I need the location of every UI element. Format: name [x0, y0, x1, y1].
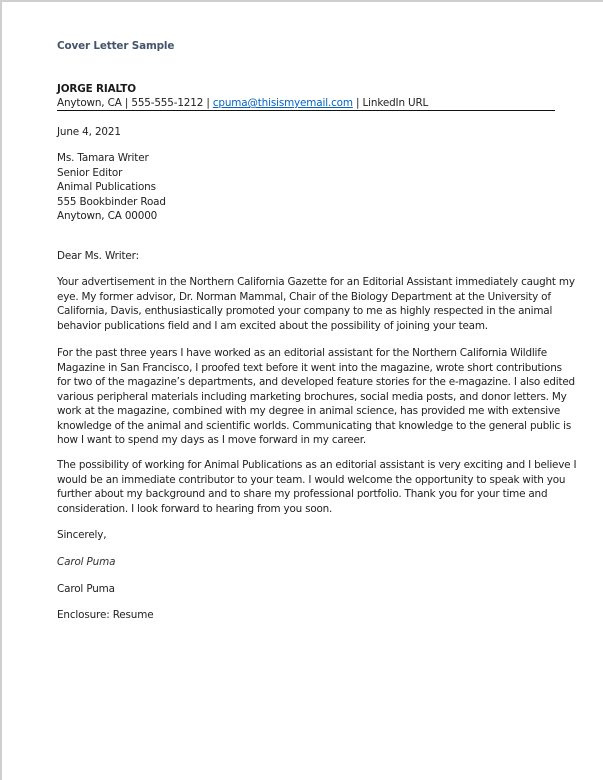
paragraph-line: work at the magazine, combined with my degree in animal science, has provided me with extensive	[57, 405, 561, 417]
sender-email-link[interactable]: cpuma@thisismyemail.com	[212, 97, 353, 109]
printed-name: Carol Puma	[57, 583, 115, 595]
separator: |	[352, 97, 363, 109]
paragraph-line: knowledge of the animal and scientific worlds. Communicating that knowledge to the general public is	[57, 419, 572, 432]
recipient-address	[57, 151, 166, 224]
recipient-name: Ms. Tamara Writer	[57, 152, 149, 164]
body-paragraph-3	[57, 458, 577, 516]
paragraph-line: Your advertisement in the Northern California Gazette for an Editorial Assistant immediately caught my	[57, 276, 575, 288]
paragraph-line: eye. My former advisor, Dr. Norman Mammal, Chair of the Biology Department at the University of	[57, 290, 551, 303]
separator: |	[203, 97, 213, 109]
sender-name: JORGE RIALTO	[57, 83, 136, 95]
paragraph-line: consideration. I look forward to hearing from you soon.	[57, 502, 333, 515]
paragraph-line: for two of the magazine’s departments, and developed feature stories for the e-magazine. I also edited	[57, 376, 575, 388]
sender-contact-line	[57, 96, 428, 111]
paragraph-line: California, Davis, enthusiastically promoted your company to me as highly respected in the animal	[57, 305, 553, 317]
enclosure-note: Enclosure: Resume	[57, 609, 154, 621]
paragraph-line: further about my background and to share my professional portfolio. Thank you for your time and	[57, 488, 548, 500]
recipient-street: 555 Bookbinder Road	[57, 195, 166, 208]
recipient-title: Senior Editor	[57, 166, 123, 179]
separator: |	[121, 97, 132, 109]
closing: Sincerely,	[57, 529, 107, 541]
paragraph-line: how I want to spend my days as I move forward in my career.	[57, 434, 366, 446]
paragraph-line: behavior publications field and I am excited about the possibility of joining your team.	[57, 319, 488, 332]
document-title: Cover Letter Sample	[57, 40, 175, 52]
paragraph-line: would be an immediate contributor to your team. I would welcome the opportunity to speak with you	[57, 473, 566, 486]
signature: Carol Puma	[57, 556, 116, 568]
body-paragraph-1	[57, 275, 575, 333]
header-divider	[57, 110, 555, 111]
paragraph-line: The possibility of working for Animal Publications as an editorial assistant is very exciting and I believe I	[57, 459, 577, 471]
sender-location: Anytown, CA	[57, 97, 122, 109]
paragraph-line: various peripheral materials including marketing brochures, social media posts, and donor letters. My	[57, 390, 567, 403]
letter-date: June 4, 2021	[57, 126, 121, 138]
sender-linkedin: LinkedIn URL	[362, 97, 429, 109]
recipient-company: Animal Publications	[57, 181, 156, 193]
salutation: Dear Ms. Writer:	[57, 250, 139, 262]
paragraph-line: Magazine in San Francisco, I proofed text before it went into the magazine, wrote short contributions	[57, 361, 562, 374]
sender-phone: 555-555-1212	[131, 97, 204, 109]
paragraph-line: For the past three years I have worked as an editorial assistant for the Northern California Wildlife	[57, 347, 547, 359]
recipient-city: Anytown, CA 00000	[57, 210, 158, 222]
body-paragraph-2	[57, 346, 575, 448]
